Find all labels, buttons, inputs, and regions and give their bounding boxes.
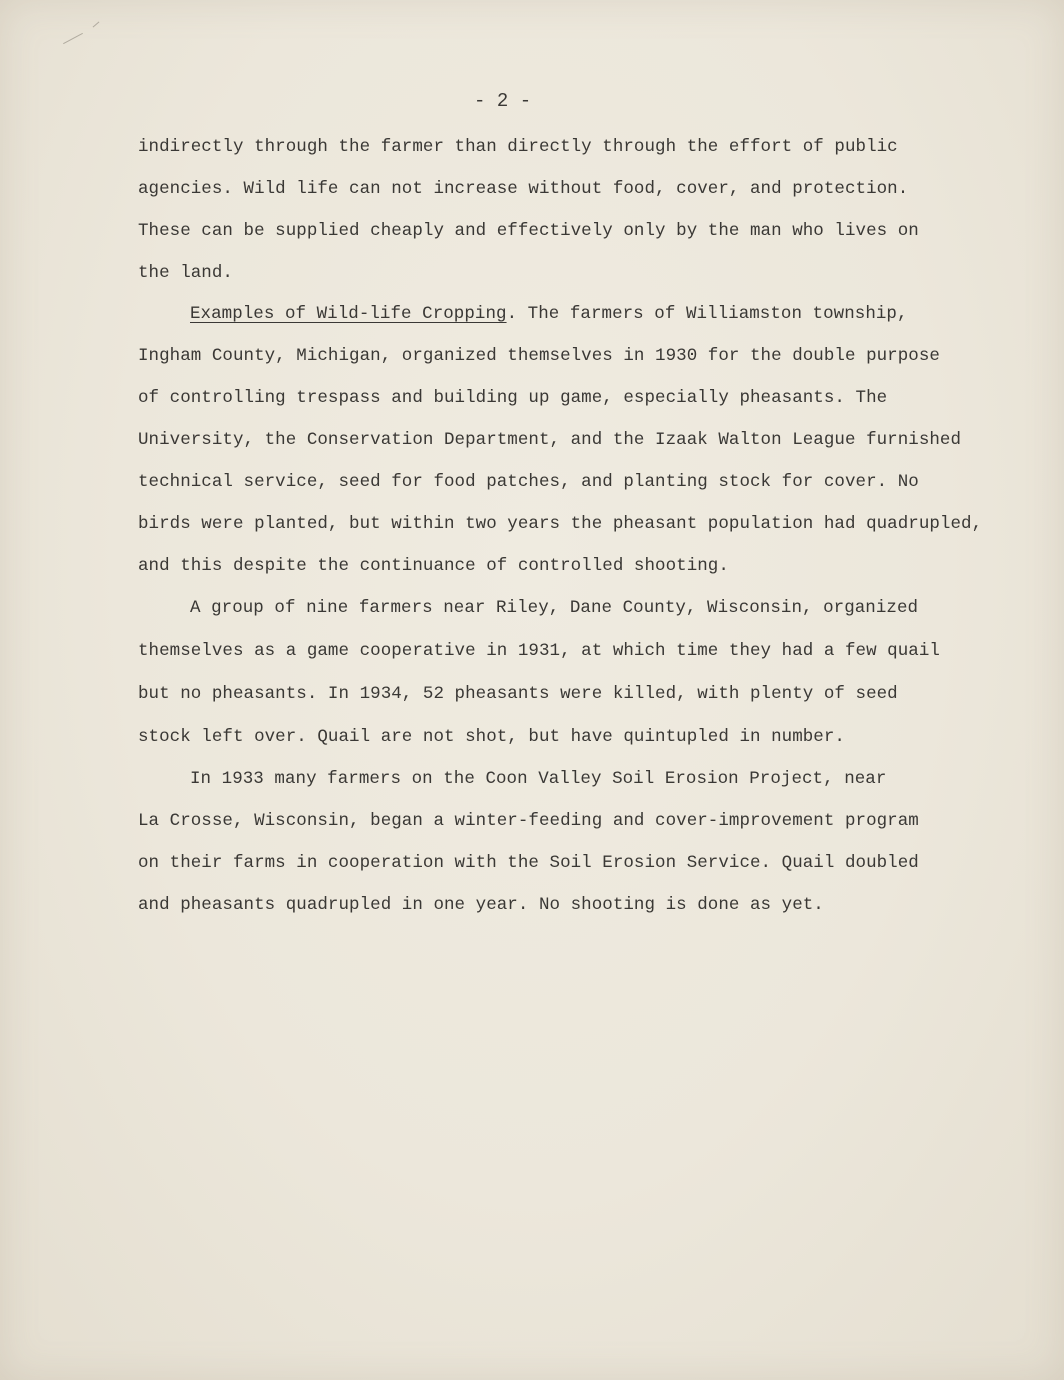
text-line: technical service, seed for food patches, and planting stock for cover. No — [138, 472, 919, 492]
text-line: agencies. Wild life can not increase without food, cover, and protection. — [138, 179, 909, 199]
pencil-mark — [63, 33, 83, 44]
text-line: and pheasants quadrupled in one year. No shooting is done as yet. — [138, 895, 824, 915]
text-line: University, the Conservation Department, and the Izaak Walton League furnished — [138, 430, 962, 450]
pencil-mark — [93, 22, 100, 28]
text-line: on their farms in cooperation with the Soil Erosion Service. Quail doubled — [138, 853, 919, 873]
text-line: and this despite the continuance of controlled shooting. — [138, 556, 729, 576]
page-number: - 2 - — [474, 90, 532, 112]
text-line: Ingham County, Michigan, organized themselves in 1930 for the double purpose — [138, 346, 940, 366]
text-line: the land. — [138, 263, 233, 283]
text-line: but no pheasants. In 1934, 52 pheasants were killed, with plenty of seed — [138, 684, 898, 704]
text-line: themselves as a game cooperative in 1931, at which time they had a few quail — [138, 641, 940, 661]
section-heading: Examples of Wild-life Cropping — [190, 304, 507, 324]
text-line: These can be supplied cheaply and effectively only by the man who lives on — [138, 221, 919, 241]
text-line: indirectly through the farmer than directly through the effort of public — [138, 137, 898, 157]
text-line: In 1933 many farmers on the Coon Valley Soil Erosion Project, near — [190, 769, 887, 789]
text-line: La Crosse, Wisconsin, began a winter-feeding and cover-improvement program — [138, 811, 919, 831]
section-first-line — [190, 304, 908, 324]
text-line: stock left over. Quail are not shot, but have quintupled in number. — [138, 727, 845, 747]
text-line: A group of nine farmers near Riley, Dane County, Wisconsin, organized — [190, 598, 919, 618]
text-line: of controlling trespass and building up game, especially pheasants. The — [138, 388, 888, 408]
text-segment: . The farmers of Williamston township, — [506, 304, 908, 324]
text-line: birds were planted, but within two years the pheasant population had quadrupled, — [138, 514, 983, 534]
